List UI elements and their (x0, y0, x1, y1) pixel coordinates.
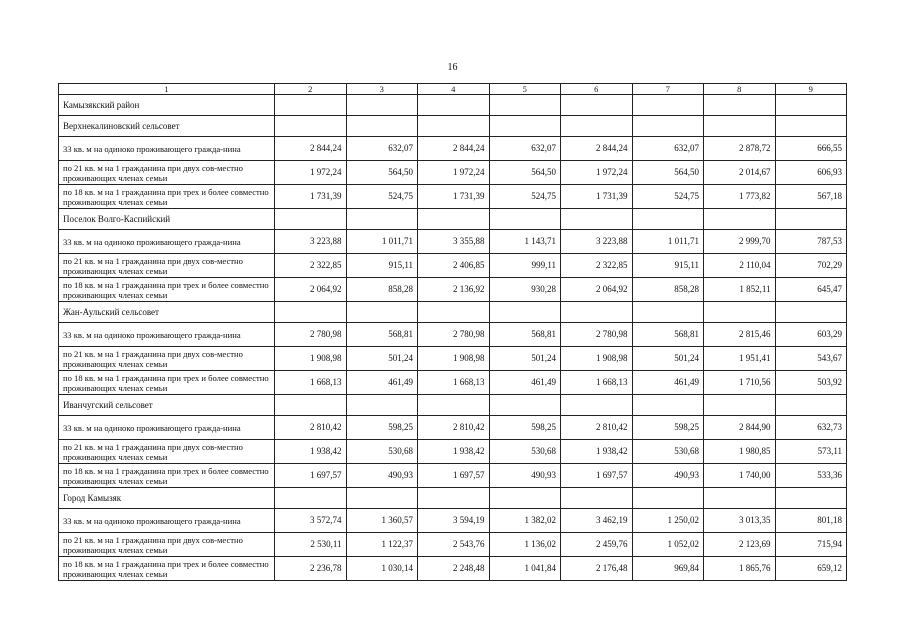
value-cell: 568,81 (346, 323, 418, 347)
value-cell: 3 594,19 (418, 509, 490, 533)
empty-cell (489, 302, 561, 323)
value-cell: 1 136,02 (489, 533, 561, 557)
value-cell: 1 052,02 (632, 533, 704, 557)
value-cell: 490,93 (346, 464, 418, 488)
row-label: по 21 кв. м на 1 гражданина при двух сов-местно проживающих членах семьи (59, 254, 275, 278)
empty-cell (275, 95, 347, 116)
table-row (59, 371, 847, 395)
empty-cell (704, 488, 776, 509)
value-cell: 858,28 (632, 278, 704, 302)
header-row (59, 84, 847, 95)
empty-cell (418, 209, 490, 230)
empty-cell (632, 488, 704, 509)
value-cell: 1 122,37 (346, 533, 418, 557)
value-cell: 2 844,24 (275, 137, 347, 161)
empty-cell (346, 395, 418, 416)
column-header-5: 5 (489, 84, 561, 95)
row-label: по 21 кв. м на 1 гражданина при двух сов-местно проживающих членах семьи (59, 440, 275, 464)
table-row (59, 347, 847, 371)
empty-cell (489, 116, 561, 137)
value-cell: 2 064,92 (561, 278, 633, 302)
empty-cell (632, 95, 704, 116)
value-cell: 632,07 (346, 137, 418, 161)
value-cell: 1 740,00 (704, 464, 776, 488)
value-cell: 1 972,24 (418, 161, 490, 185)
section-row (59, 395, 847, 416)
value-cell: 573,11 (775, 440, 847, 464)
value-cell: 659,12 (775, 557, 847, 581)
value-cell: 568,81 (632, 323, 704, 347)
value-cell: 2 810,42 (561, 416, 633, 440)
value-cell: 632,73 (775, 416, 847, 440)
empty-cell (775, 209, 847, 230)
row-label: 33 кв. м на одиноко проживающего гражда-нина (59, 323, 275, 347)
value-cell: 490,93 (632, 464, 704, 488)
value-cell: 1 908,98 (275, 347, 347, 371)
value-cell: 603,29 (775, 323, 847, 347)
empty-cell (346, 302, 418, 323)
empty-cell (418, 395, 490, 416)
value-cell: 501,24 (489, 347, 561, 371)
empty-cell (632, 302, 704, 323)
value-cell: 530,68 (346, 440, 418, 464)
value-cell: 3 462,19 (561, 509, 633, 533)
value-cell: 1 360,57 (346, 509, 418, 533)
value-cell: 461,49 (632, 371, 704, 395)
value-cell: 1 697,57 (561, 464, 633, 488)
value-cell: 2 064,92 (275, 278, 347, 302)
empty-cell (489, 395, 561, 416)
empty-cell (275, 302, 347, 323)
value-cell: 543,67 (775, 347, 847, 371)
value-cell: 2 999,70 (704, 230, 776, 254)
value-cell: 969,84 (632, 557, 704, 581)
value-cell: 645,47 (775, 278, 847, 302)
table-row (59, 323, 847, 347)
column-header-1: 1 (59, 84, 275, 95)
column-header-2: 2 (275, 84, 347, 95)
value-cell: 598,25 (489, 416, 561, 440)
value-cell: 1 908,98 (561, 347, 633, 371)
value-cell: 1 908,98 (418, 347, 490, 371)
value-cell: 2 810,42 (275, 416, 347, 440)
table-row (59, 416, 847, 440)
value-cell: 564,50 (489, 161, 561, 185)
value-cell: 1 972,24 (561, 161, 633, 185)
column-header-9: 9 (775, 84, 847, 95)
empty-cell (775, 116, 847, 137)
empty-cell (346, 488, 418, 509)
value-cell: 1 972,24 (275, 161, 347, 185)
column-header-6: 6 (561, 84, 633, 95)
empty-cell (275, 116, 347, 137)
value-cell: 2 878,72 (704, 137, 776, 161)
value-cell: 999,11 (489, 254, 561, 278)
empty-cell (489, 95, 561, 116)
row-label: по 18 кв. м на 1 гражданина при трех и более совместно проживающих членах семьи (59, 371, 275, 395)
value-cell: 1 030,14 (346, 557, 418, 581)
value-cell: 1 731,39 (275, 185, 347, 209)
value-cell: 915,11 (346, 254, 418, 278)
column-header-8: 8 (704, 84, 776, 95)
value-cell: 2 248,48 (418, 557, 490, 581)
row-label: 33 кв. м на одиноко проживающего гражда-нина (59, 230, 275, 254)
value-cell: 1 697,57 (418, 464, 490, 488)
empty-cell (561, 95, 633, 116)
value-cell: 598,25 (632, 416, 704, 440)
value-cell: 501,24 (632, 347, 704, 371)
empty-cell (704, 209, 776, 230)
row-label: 33 кв. м на одиноко проживающего гражда-нина (59, 509, 275, 533)
empty-cell (632, 116, 704, 137)
value-cell: 2 543,76 (418, 533, 490, 557)
row-label: по 21 кв. м на 1 гражданина при двух сов-местно проживающих членах семьи (59, 533, 275, 557)
value-cell: 3 013,35 (704, 509, 776, 533)
section-name: Город Камызяк (59, 488, 275, 509)
empty-cell (275, 209, 347, 230)
value-cell: 666,55 (775, 137, 847, 161)
empty-cell (775, 395, 847, 416)
section-name: Поселок Волго-Каспийский (59, 209, 275, 230)
value-cell: 3 223,88 (561, 230, 633, 254)
value-cell: 2 530,11 (275, 533, 347, 557)
value-cell: 2 123,69 (704, 533, 776, 557)
row-label: по 18 кв. м на 1 гражданина при трех и более совместно проживающих членах семьи (59, 278, 275, 302)
row-label: по 21 кв. м на 1 гражданина при двух сов-местно проживающих членах семьи (59, 161, 275, 185)
section-name: Верхнекалиновский сельсовет (59, 116, 275, 137)
value-cell: 801,18 (775, 509, 847, 533)
value-cell: 2 406,85 (418, 254, 490, 278)
empty-cell (418, 488, 490, 509)
row-label: по 21 кв. м на 1 гражданина при двух сов-местно проживающих членах семьи (59, 347, 275, 371)
empty-cell (561, 209, 633, 230)
value-cell: 2 236,78 (275, 557, 347, 581)
empty-cell (561, 488, 633, 509)
empty-cell (275, 395, 347, 416)
value-cell: 2 322,85 (561, 254, 633, 278)
value-cell: 524,75 (489, 185, 561, 209)
empty-cell (775, 302, 847, 323)
value-cell: 1 250,02 (632, 509, 704, 533)
value-cell: 1 938,42 (418, 440, 490, 464)
value-cell: 606,93 (775, 161, 847, 185)
empty-cell (561, 116, 633, 137)
empty-cell (489, 488, 561, 509)
value-cell: 1 382,02 (489, 509, 561, 533)
empty-cell (489, 209, 561, 230)
value-cell: 1 865,76 (704, 557, 776, 581)
empty-cell (418, 302, 490, 323)
table-row (59, 230, 847, 254)
value-cell: 1 697,57 (275, 464, 347, 488)
value-cell: 3 355,88 (418, 230, 490, 254)
value-cell: 2 176,48 (561, 557, 633, 581)
value-cell: 1 011,71 (632, 230, 704, 254)
table-row (59, 254, 847, 278)
value-cell: 787,53 (775, 230, 847, 254)
table-row (59, 185, 847, 209)
value-cell: 1 951,41 (704, 347, 776, 371)
value-cell: 2 136,92 (418, 278, 490, 302)
section-row (59, 302, 847, 323)
table-body (59, 95, 847, 581)
value-cell: 530,68 (632, 440, 704, 464)
section-row (59, 488, 847, 509)
row-label: по 18 кв. м на 1 гражданина при трех и более совместно проживающих членах семьи (59, 185, 275, 209)
column-header-4: 4 (418, 84, 490, 95)
value-cell: 858,28 (346, 278, 418, 302)
value-cell: 715,94 (775, 533, 847, 557)
value-cell: 2 810,42 (418, 416, 490, 440)
value-cell: 598,25 (346, 416, 418, 440)
row-label: 33 кв. м на одиноко проживающего гражда-нина (59, 416, 275, 440)
value-cell: 1 668,13 (561, 371, 633, 395)
section-name: Камызякский район (59, 95, 275, 116)
table-row (59, 278, 847, 302)
empty-cell (632, 395, 704, 416)
table-row (59, 464, 847, 488)
value-cell: 530,68 (489, 440, 561, 464)
tariff-table (58, 83, 847, 581)
value-cell: 2 844,24 (561, 137, 633, 161)
table-row (59, 161, 847, 185)
value-cell: 2 014,67 (704, 161, 776, 185)
value-cell: 915,11 (632, 254, 704, 278)
value-cell: 1 668,13 (418, 371, 490, 395)
value-cell: 2 322,85 (275, 254, 347, 278)
section-name: Жан-Аульский сельсовет (59, 302, 275, 323)
empty-cell (418, 95, 490, 116)
row-label: по 18 кв. м на 1 гражданина при трех и более совместно проживающих членах семьи (59, 464, 275, 488)
value-cell: 524,75 (632, 185, 704, 209)
value-cell: 1 668,13 (275, 371, 347, 395)
row-label: по 18 кв. м на 1 гражданина при трех и более совместно проживающих членах семьи (59, 557, 275, 581)
empty-cell (346, 116, 418, 137)
empty-cell (632, 209, 704, 230)
value-cell: 2 844,24 (418, 137, 490, 161)
value-cell: 702,29 (775, 254, 847, 278)
value-cell: 564,50 (346, 161, 418, 185)
empty-cell (346, 95, 418, 116)
section-row (59, 95, 847, 116)
value-cell: 2 780,98 (275, 323, 347, 347)
empty-cell (346, 209, 418, 230)
value-cell: 1 731,39 (418, 185, 490, 209)
empty-cell (704, 302, 776, 323)
value-cell: 1 143,71 (489, 230, 561, 254)
empty-cell (561, 395, 633, 416)
value-cell: 568,81 (489, 323, 561, 347)
value-cell: 1 852,11 (704, 278, 776, 302)
empty-cell (775, 95, 847, 116)
value-cell: 501,24 (346, 347, 418, 371)
column-header-7: 7 (632, 84, 704, 95)
table-row (59, 137, 847, 161)
table-row (59, 440, 847, 464)
table-row (59, 557, 847, 581)
value-cell: 1 041,84 (489, 557, 561, 581)
value-cell: 1 710,56 (704, 371, 776, 395)
value-cell: 2 780,98 (418, 323, 490, 347)
empty-cell (704, 395, 776, 416)
column-header-3: 3 (346, 84, 418, 95)
table-row (59, 509, 847, 533)
value-cell: 2 459,76 (561, 533, 633, 557)
empty-cell (561, 302, 633, 323)
value-cell: 1 938,42 (275, 440, 347, 464)
value-cell: 632,07 (489, 137, 561, 161)
value-cell: 2 780,98 (561, 323, 633, 347)
value-cell: 490,93 (489, 464, 561, 488)
table-row (59, 533, 847, 557)
value-cell: 632,07 (632, 137, 704, 161)
value-cell: 1 773,82 (704, 185, 776, 209)
value-cell: 564,50 (632, 161, 704, 185)
empty-cell (704, 95, 776, 116)
value-cell: 1 938,42 (561, 440, 633, 464)
empty-cell (275, 488, 347, 509)
value-cell: 3 572,74 (275, 509, 347, 533)
section-name: Иванчугский сельсовет (59, 395, 275, 416)
value-cell: 2 110,04 (704, 254, 776, 278)
page-number: 16 (447, 62, 458, 73)
empty-cell (704, 116, 776, 137)
section-row (59, 209, 847, 230)
value-cell: 567,18 (775, 185, 847, 209)
value-cell: 2 815,46 (704, 323, 776, 347)
value-cell: 930,28 (489, 278, 561, 302)
value-cell: 461,49 (346, 371, 418, 395)
value-cell: 524,75 (346, 185, 418, 209)
value-cell: 461,49 (489, 371, 561, 395)
row-label: 33 кв. м на одиноко проживающего гражда-нина (59, 137, 275, 161)
value-cell: 1 980,85 (704, 440, 776, 464)
value-cell: 3 223,88 (275, 230, 347, 254)
value-cell: 1 011,71 (346, 230, 418, 254)
value-cell: 1 731,39 (561, 185, 633, 209)
value-cell: 533,36 (775, 464, 847, 488)
empty-cell (418, 116, 490, 137)
value-cell: 503,92 (775, 371, 847, 395)
empty-cell (775, 488, 847, 509)
section-row (59, 116, 847, 137)
value-cell: 2 844,90 (704, 416, 776, 440)
